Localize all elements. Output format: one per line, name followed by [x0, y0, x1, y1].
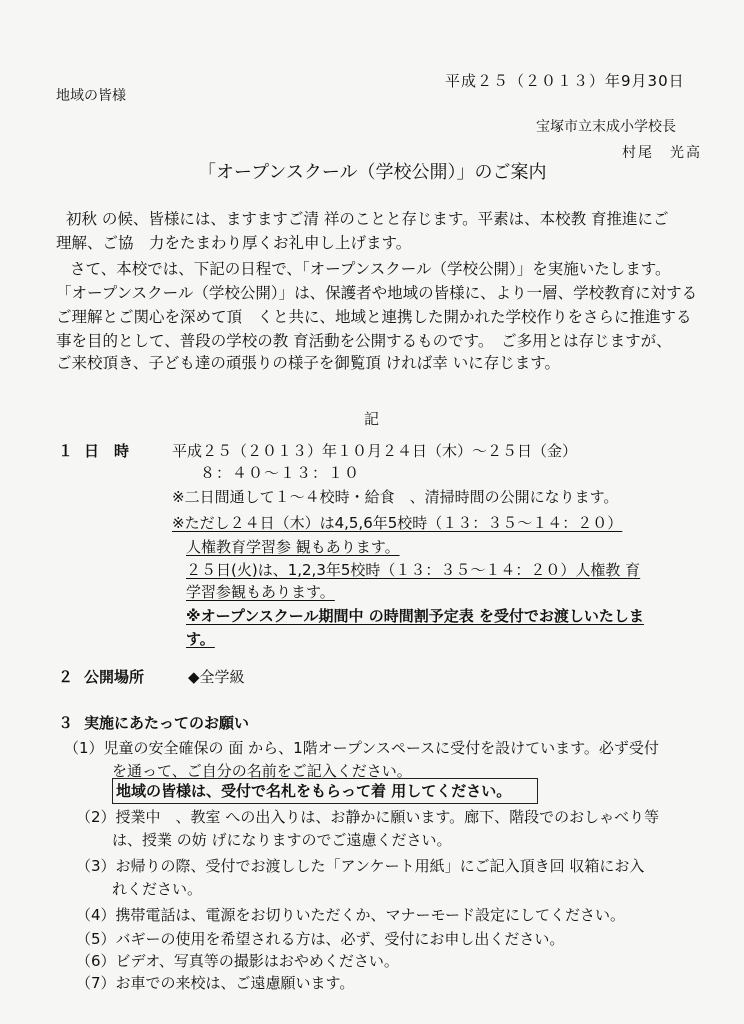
- greeting-line: 「オープンスクール（学校公開）」は、保護者や地域の皆様に、より一層、学校教育に対する: [56, 284, 698, 302]
- schedule-dates: 平成２５（２０１３）年１０月２４日（木）～２５日（金）: [172, 442, 578, 460]
- request-item: れください。: [112, 880, 203, 898]
- request-item: （5）バギーの使用を希望される方は、必ず、受付にお申し出ください。: [76, 930, 565, 948]
- request-item: （3）お帰りの際、受付でお渡しした「アンケート用紙」にご記入頂き回 収箱にお入: [76, 857, 645, 875]
- schedule-note: ２５日(火)は、1,2,3年5校時（１３：３５～１４：２０）人権教 育: [186, 561, 641, 579]
- schedule-note: す。: [186, 630, 215, 648]
- request-item: （7）お車での来校は、ご遠慮願います。: [76, 974, 355, 992]
- schedule-label: 日 時: [84, 442, 130, 460]
- location-value: ◆全学級: [188, 668, 245, 686]
- center-label: 記: [364, 410, 380, 428]
- document-date: 平成２５（２０１３）年9月30日: [445, 72, 685, 90]
- schedule-note: ※二日間通して１～４校時・給食 、清掃時間の公開になります。: [172, 488, 619, 506]
- schedule-note: ※ただし２４日（木）は4,5,6年5校時（１３：３５～１４：２０）: [172, 514, 623, 532]
- schedule-note: ※オープンスクール期間中 の時間割予定表 を受付でお渡しいたしま: [186, 607, 644, 625]
- greeting-line: ご来校頂き、子ども達の頑張りの様子を御覧頂 ければ幸 いに存じます。: [56, 354, 560, 372]
- organization: 宝塚市立末成小学校長: [536, 119, 676, 135]
- addressee: 地域の皆様: [56, 88, 126, 104]
- section-number: ３: [58, 714, 74, 732]
- greeting-line: 理解、ご協 力をたまわり厚くお礼申し上げます。: [56, 234, 412, 252]
- requests-heading: 実施にあたってのお願い: [84, 714, 250, 732]
- greeting-line: 事を目的として、普段の学校の教 育活動を公開するものです。 ご多用とは存じますが、: [56, 332, 672, 350]
- request-item: 地域の皆様は、受付で名札をもらって着 用してください。: [116, 782, 512, 800]
- request-item: （4）携帯電話は、電源をお切りいただくか、マナーモード設定にしてください。: [76, 906, 625, 924]
- section-number: １: [58, 442, 74, 460]
- greeting-line: 初秋 の候、皆様には、ますますご清 祥のことと存じます。平素は、本校教 育推進にご: [66, 210, 669, 228]
- section-number: ２: [58, 668, 74, 686]
- request-item: （1）児童の安全確保の 面 から、1階オープンスペースに受付を設けています。必ず受付: [64, 739, 659, 757]
- location-label: 公開場所: [84, 668, 145, 686]
- request-item: を通って、ご自分の名前をご記入ください。: [112, 762, 412, 780]
- greeting-line: ご理解とご関心を深めて頂 くと共に、地域と連携した開かれた学校作りをさらに推進する: [56, 308, 692, 326]
- author-name: 村尾 光高: [622, 145, 702, 161]
- request-item: （2）授業中 、教室 への出入りは、お静かに願います。廊下、階段でのおしゃべり等: [76, 808, 660, 826]
- request-item: は、授業 の妨 げになりますのでご遠慮ください。: [112, 831, 452, 849]
- schedule-note: 学習参観もあります。: [186, 583, 335, 601]
- document-title: 「オープンスクール（学校公開）」のご案内: [198, 162, 547, 183]
- request-item: （6）ビデオ、写真等の撮影はおやめください。: [76, 952, 399, 970]
- schedule-time: ８：４０～１３：１０: [200, 464, 361, 482]
- greeting-line: さて、本校では、下記の日程で、「オープンスクール（学校公開）」を実施いたします。: [70, 260, 671, 278]
- schedule-note: 人権教育学習参 観もあります。: [186, 538, 400, 556]
